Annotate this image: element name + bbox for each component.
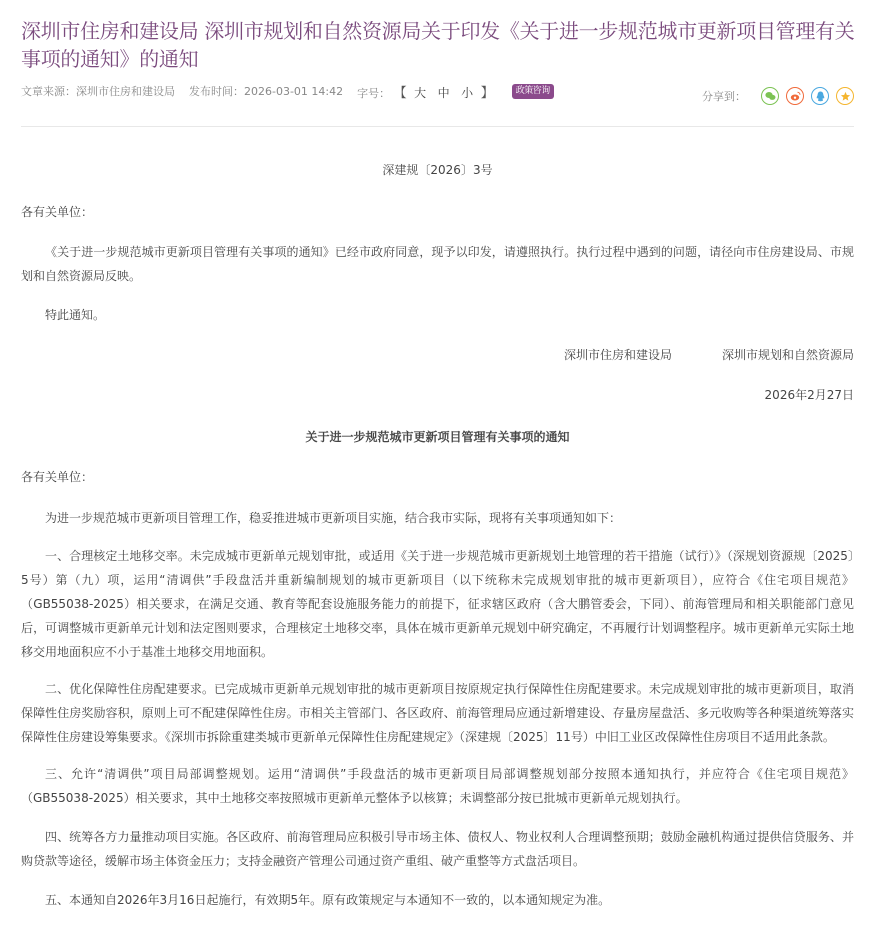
header-divider xyxy=(21,126,854,127)
weibo-share-icon[interactable] xyxy=(786,87,804,105)
notice-title: 关于进一步规范城市更新项目管理有关事项的通知 xyxy=(305,430,570,444)
wechat-share-icon[interactable] xyxy=(761,87,779,105)
special-notice: 特此通知。 xyxy=(45,308,106,322)
category-badge[interactable]: 政策咨询 xyxy=(512,84,554,99)
bracket-close: 】 xyxy=(480,85,494,101)
font-size-large-button[interactable]: 大 xyxy=(414,85,427,100)
signatory-housing-bureau: 深圳市住房和建设局 xyxy=(563,348,672,362)
item-5: 五、本通知自2026年3月16日起施行，有效期5年。原有政策规定与本通知不一致的，以本通知规定为准。 xyxy=(45,893,611,907)
item-4: 四、统筹各方力量推动项目实施。各区政府、前海管理局应积极引导市场主体、债权人、物业权利人合理调整预期；鼓励金融机构通过提供信贷服务、并购贷款等途径，缓解市场主体资金压力；支持金融资产管理公司通过资产重组、破产重整等方式盘活项目。 xyxy=(21,830,854,868)
qq-share-icon[interactable] xyxy=(811,87,829,105)
font-size-medium-button[interactable]: 中 xyxy=(437,85,450,100)
share-bar xyxy=(702,87,854,105)
article-source: 文章来源：深圳市住房和建设局 xyxy=(21,85,175,98)
item-3: 三、允许“清调供”项目局部调整规划。运用“清调供”手段盘活的城市更新项目局部调整规划部分按照本通知执行，并应符合《住宅项目规范》（GB55038-2025）相关要求，其中土地移交率按照城市更新单元整体予以核算；未调整部分按已批城市更新单元规划执行。 xyxy=(21,767,854,805)
font-size-selector xyxy=(357,82,494,101)
item-2: 二、优化保障性住房配建要求。已完成城市更新单元规划审批的城市更新项目按原规定执行保障性住房配建要求。未完成规划审批的城市更新项目，取消保障性住房奖励容积，原则上可不配建保障性住房。市相关主管部门、各区政府、前海管理局应通过新增建设、存量房屋盘活、多元收购等各种渠道统筹落实保障性住房建设筹集要求。《深圳市拆除重建类城市更新单元保障性住房配建规定》（深建规〔2025〕11号）中旧工业区改保障性住房项目不适用此条款。 xyxy=(21,682,854,744)
favorite-star-icon[interactable] xyxy=(836,87,854,105)
signatory-planning-bureau: 深圳市规划和自然资源局 xyxy=(721,348,854,362)
item-1: 一、合理核定土地移交率。未完成城市更新单元规划审批，或适用《关于进一步规范城市更新规划土地管理的若干措施（试行）》（深规划资源规〔2025〕5号）第（九）项，运用“清调供”手段盘活并重新编制规划的城市更新项目（以下统称未完成规划审批的城市更新项目），应符合《住宅项目规范》（GB55038-2025）相关要求，在满足交通、教育等配套设施服务能力的前提下，征求辖区政府（含大鹏管委会，下同）、前海管理局和相关职能部门意见后，可调整城市更新单元计划和法定图则要求，合理核定土地移交率，具体在城市更新单元规划中研究确定，不再履行计划调整程序。城市更新单元实际土地移交用地面积应不小于基准土地移交用地面积。 xyxy=(21,549,854,659)
bracket-open: 【 xyxy=(393,85,407,101)
publish-time: 发布时间：2026-03-01 14:42 xyxy=(189,85,344,98)
preamble: 为进一步规范城市更新项目管理工作，稳妥推进城市更新项目实施，结合我市实际，现将有关事项通知如下： xyxy=(45,511,622,525)
font-size-small-button[interactable]: 小 xyxy=(461,85,474,100)
signatories xyxy=(21,343,854,367)
document-date: 2026年2月27日 xyxy=(764,388,854,402)
share-label: 分享到： xyxy=(702,90,746,103)
article-meta xyxy=(21,83,554,99)
salutation: 各有关单位： xyxy=(21,205,94,219)
document-number: 深建规〔2026〕3号 xyxy=(382,163,493,177)
article-title: 深圳市住房和建设局 深圳市规划和自然资源局关于印发《关于进一步规范城市更新项目管理有关事项的通知》的通知 xyxy=(21,19,855,71)
salutation-2: 各有关单位： xyxy=(21,470,94,484)
intro-paragraph: 《关于进一步规范城市更新项目管理有关事项的通知》已经市政府同意，现予以印发，请遵照执行。执行过程中遇到的问题，请径向市住房建设局、市规划和自然资源局反映。 xyxy=(21,245,854,283)
font-size-label: 字号： xyxy=(357,86,391,100)
